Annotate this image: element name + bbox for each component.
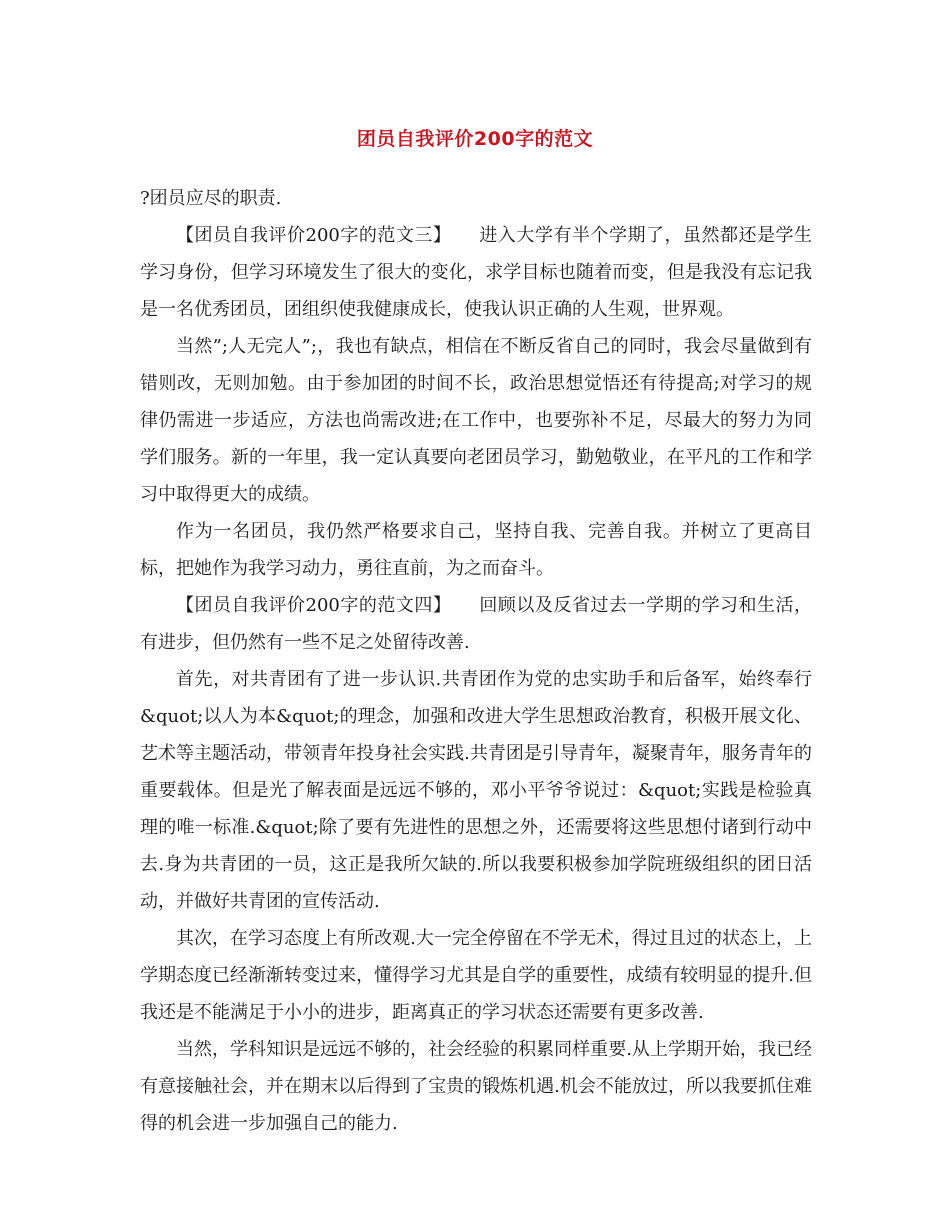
paragraph-8: 当然，学科知识是远远不够的，社会经验的积累同样重要.从上学期开始，我已经有意接触社会，并在期末以后得到了宝贵的锻炼机遇.机会不能放过，所以我要抓住难得的机会进一步加强自己的能力.	[140, 1039, 812, 1134]
paragraph-3: 当然”;人无完人”;，我也有缺点，相信在不断反省自己的同时，我会尽量做到有错则改，无则加勉。由于参加团的时间不长，政治思想觉悟还有待提高;对学习的规律仍需进一步适应，方法也尚需改进;在工作中，也要弥补不足，尽最大的努力为同学们服务。新的一年里，我一定认真要向老团员学习，勤勉敬业，在平凡的工作和学习中取得更大的成绩。	[140, 336, 812, 505]
paragraph-2: 【团员自我评价200字的范文三】 进入大学有半个学期了，虽然都还是学生学习身份，但学习环境发生了很大的变化，求学目标也随着而变，但是我没有忘记我是一名优秀团员，团组织使我健康成长，使我认识正确的人生观，世界观。	[140, 225, 812, 320]
paragraph-1: ?团员应尽的职责.	[140, 188, 282, 209]
paragraph-4: 作为一名团员，我仍然严格要求自己，坚持自我、完善自我。并树立了更高目标，把她作为我学习动力，勇往直前，为之而奋斗。	[140, 521, 812, 579]
paragraph-5: 【团员自我评价200字的范文四】 回顾以及反省过去一学期的学习和生活，有进步，但仍然有一些不足之处留待改善.	[140, 595, 812, 653]
document-title: 团员自我评价200字的范文	[356, 128, 594, 150]
paragraph-6: 首先，对共青团有了进一步认识.共青团作为党的忠实助手和后备军，始终奉行&quot;以人为本&quot;的理念，加强和改进大学生思想政治教育，积极开展文化、艺术等主题活动，带领青年投身社会实践.共青团是引导青年，凝聚青年，服务青年的重要载体。但是光了解表面是远远不够的，邓小平爷爷说过：&quot;实践是检验真理的唯一标准.&quot;除了要有先进性的思想之外，还需要将这些思想付诸到行动中去.身为共青团的一员，这正是我所欠缺的.所以我要积极参加学院班级组织的团日活动，并做好共青团的宣传活动.	[140, 669, 812, 912]
document-body	[140, 180, 812, 1142]
paragraph-7: 其次，在学习态度上有所改观.大一完全停留在不学无术，得过且过的状态上，上学期态度已经渐渐转变过来，懂得学习尤其是自学的重要性，成绩有较明显的提升.但我还是不能满足于小小的进步，距离真正的学习状态还需要有更多改善.	[140, 928, 812, 1023]
